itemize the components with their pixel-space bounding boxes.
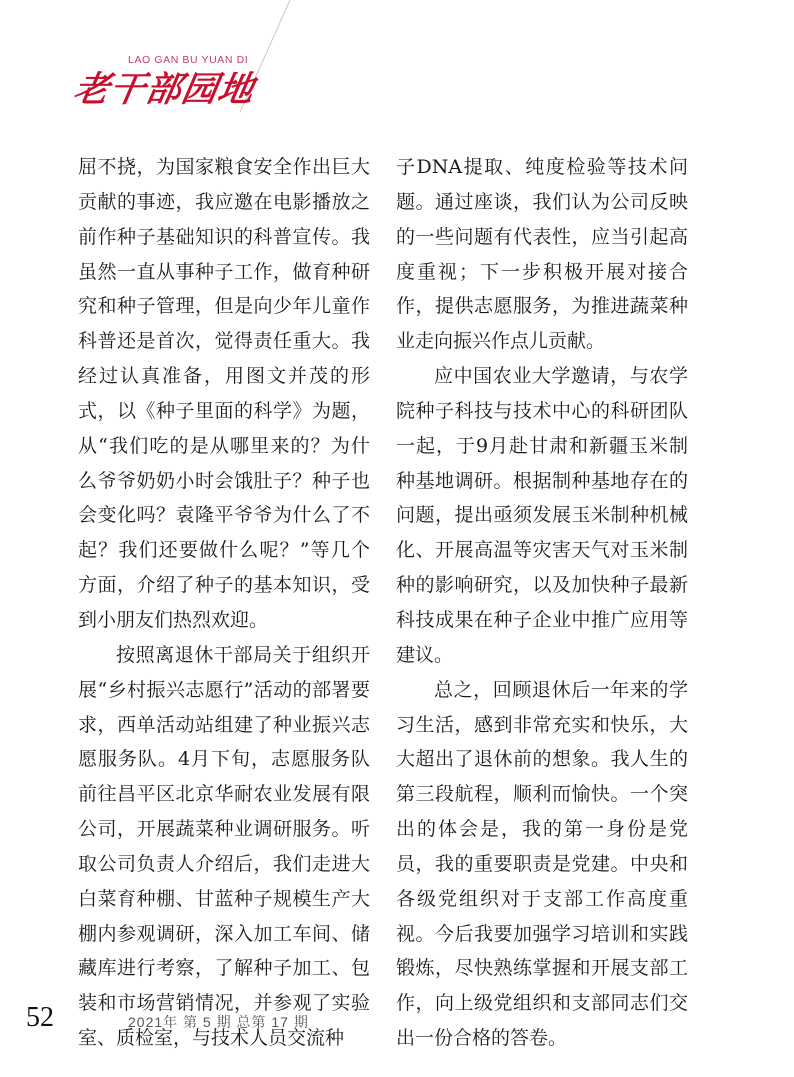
left-paragraph-1: 屈不挠，为国家粮食安全作出巨大贡献的事迹，我应邀在电影播放之前作种子基础知识的科普宣传。我虽然一直从事种子工作，做育种研究和种子管理，但是向少年儿童作科普还是首次，觉得责任重大。我经过认真准备，用图文并茂的形式，以《种子里面的科学》为题，从“我们吃的是从哪里来的？为什么爷爷奶奶小时会饿肚子？种子也会变化吗？袁隆平爷爷为什么了不起？我们还要做什么呢？”等几个方面，介绍了种子的基本知识，受到小朋友们热烈欢迎。 xyxy=(78,156,370,631)
right-paragraph-1: 子DNA提取、纯度检验等技术问题。通过座谈，我们认为公司反映的一些问题有代表性，应当引起高度重视；下一步积极开展对接合作，提供志愿服务，为推进蔬菜种业走向振兴作点儿贡献。 xyxy=(396,156,688,353)
right-column xyxy=(396,150,688,1056)
left-paragraph-2: 按照离退休干部局关于组织开展“乡村振兴志愿行”活动的部署要求，西单活动站组建了种业振兴志愿服务队。4月下旬，志愿服务队前往昌平区北京华耐农业发展有限公司，开展蔬菜种业调研服务。听取公司负责人介绍后，我们走进大白菜育种棚、甘蓝种子规模生产大棚内参观调研，深入加工车间、储藏库进行考察，了解种子加工、包装和市场营销情况，并参观了实验室、质检室，与技术人员交流种 xyxy=(78,643,370,1050)
header-title-cn: 老干部园地 xyxy=(70,69,258,110)
header-title-en: LAO GAN BU YUAN DI xyxy=(128,54,249,66)
right-paragraph-3: 总之，回顾退休后一年来的学习生活，感到非常充实和快乐，大大超出了退休前的想象。我人生的第三段航程，顺利而愉快。一个突出的体会是，我的第一身份是党员，我的重要职责是党建。中央和各级党组织对于支部工作高度重视。今后我要加强学习培训和实践锻炼，尽快熟练掌握和开展支部工作，向上级党组织和支部同志们交出一份合格的答卷。 xyxy=(396,678,688,1050)
issue-info: 2021年 第 5 期 总第 17 期 xyxy=(128,1014,309,1030)
page-number: 52 xyxy=(26,1002,54,1033)
left-column xyxy=(78,150,370,1056)
right-paragraph-2: 应中国农业大学邀请，与农学院种子科技与技术中心的科研团队一起，于9月赴甘肃和新疆玉米制种基地调研。根据制种基地存在的问题，提出亟须发展玉米制种机械化、开展高温等灾害天气对玉米制种的影响研究，以及加快种子最新科技成果在种子企业中推广应用等建议。 xyxy=(396,365,688,666)
